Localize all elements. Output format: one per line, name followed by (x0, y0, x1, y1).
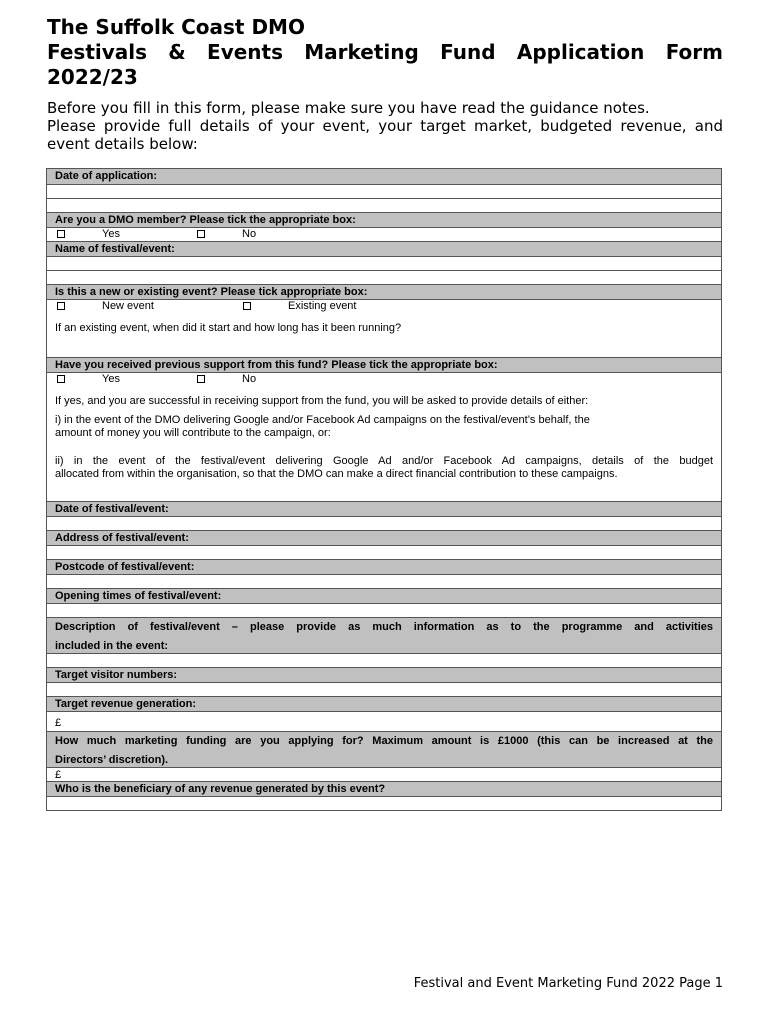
description-label-line-1: Description of festival/event – please provide as much information as to the programme and activities (55, 621, 713, 633)
dmo-member-yes-checkbox[interactable] (57, 230, 65, 238)
new-or-existing-options (47, 299, 721, 357)
new-event-label: New event (102, 300, 154, 312)
title-line-3: 2022/23 (47, 65, 138, 89)
dmo-member-label: Are you a DMO member? Please tick the appropriate box: (47, 212, 721, 227)
title-line-2: Festivals & Events Marketing Fund Application Form (47, 40, 723, 64)
previous-support-section (47, 372, 721, 501)
dmo-member-options (47, 227, 721, 241)
support-option-i-line-2: amount of money you will contribute to the campaign, or: (55, 427, 331, 439)
page-footer: Festival and Event Marketing Fund 2022 Page 1 (413, 976, 723, 991)
intro-line-3: event details below: (47, 135, 198, 153)
address-of-event-field[interactable] (47, 545, 721, 559)
previous-support-label: Have you received previous support from this fund? Please tick the appropriate box: (47, 357, 721, 372)
target-revenue-label: Target revenue generation: (47, 696, 721, 711)
beneficiary-label: Who is the beneficiary of any revenue generated by this event? (47, 781, 721, 796)
opening-times-label: Opening times of festival/event: (47, 588, 721, 603)
dmo-member-no-checkbox[interactable] (197, 230, 205, 238)
support-option-i-line-1: i) in the event of the DMO delivering Google and/or Facebook Ad campaigns on the festival/event’s behalf, the (55, 414, 590, 426)
support-option-ii (55, 455, 713, 481)
date-of-application-label: Date of application: (47, 169, 721, 184)
description-label-line-2: included in the event: (55, 640, 169, 652)
dmo-member-yes-label: Yes (102, 228, 120, 240)
target-revenue-field[interactable] (47, 711, 721, 731)
date-of-application-field[interactable] (47, 184, 721, 198)
intro-line-1: Before you fill in this form, please make sure you have read the guidance notes. (47, 99, 650, 117)
previous-support-yes-checkbox[interactable] (57, 375, 65, 383)
name-of-event-field[interactable] (47, 256, 721, 270)
postcode-of-event-field[interactable] (47, 574, 721, 588)
beneficiary-field[interactable] (47, 796, 721, 810)
funding-amount-label-line-2: Directors’ discretion). (55, 754, 169, 766)
intro-text (47, 99, 723, 153)
dmo-member-no-label: No (242, 228, 257, 240)
date-of-event-label: Date of festival/event: (47, 501, 721, 516)
existing-event-checkbox[interactable] (243, 302, 251, 310)
new-event-checkbox[interactable] (57, 302, 65, 310)
spacer-row (47, 198, 721, 212)
postcode-of-event-label: Postcode of festival/event: (47, 559, 721, 574)
currency-symbol: £ (55, 769, 62, 781)
spacer-row (47, 270, 721, 284)
title-line-1: The Suffolk Coast DMO (47, 15, 305, 39)
date-of-event-field[interactable] (47, 516, 721, 530)
existing-event-label: Existing event (288, 300, 357, 312)
new-or-existing-label: Is this a new or existing event? Please tick appropriate box: (47, 284, 721, 299)
support-details-intro: If yes, and you are successful in receiving support from the fund, you will be asked to provide details of either: (55, 395, 589, 407)
intro-line-2: Please provide full details of your event, your target market, budgeted revenue, and (47, 117, 723, 135)
support-option-ii-line-2: allocated from within the organisation, so that the DMO can make a direct financial contribution to these campaigns. (55, 468, 618, 480)
target-visitors-label: Target visitor numbers: (47, 667, 721, 682)
funding-amount-label (47, 731, 721, 767)
existing-event-question: If an existing event, when did it start and how long has it been running? (55, 322, 402, 334)
name-of-event-label: Name of festival/event: (47, 241, 721, 256)
support-option-i (55, 414, 713, 440)
currency-symbol: £ (55, 717, 62, 729)
previous-support-yes-label: Yes (102, 373, 120, 385)
previous-support-no-checkbox[interactable] (197, 375, 205, 383)
page-title (47, 15, 723, 90)
support-option-ii-line-1: ii) in the event of the festival/event delivering Google Ad and/or Facebook Ad campaigns, details of the budget (55, 455, 713, 467)
description-label (47, 617, 721, 653)
target-visitors-field[interactable] (47, 682, 721, 696)
application-form (46, 168, 722, 811)
previous-support-no-label: No (242, 373, 257, 385)
opening-times-field[interactable] (47, 603, 721, 617)
address-of-event-label: Address of festival/event: (47, 530, 721, 545)
funding-amount-label-line-1: How much marketing funding are you applying for? Maximum amount is £1000 (this can be increased at the (55, 735, 713, 747)
